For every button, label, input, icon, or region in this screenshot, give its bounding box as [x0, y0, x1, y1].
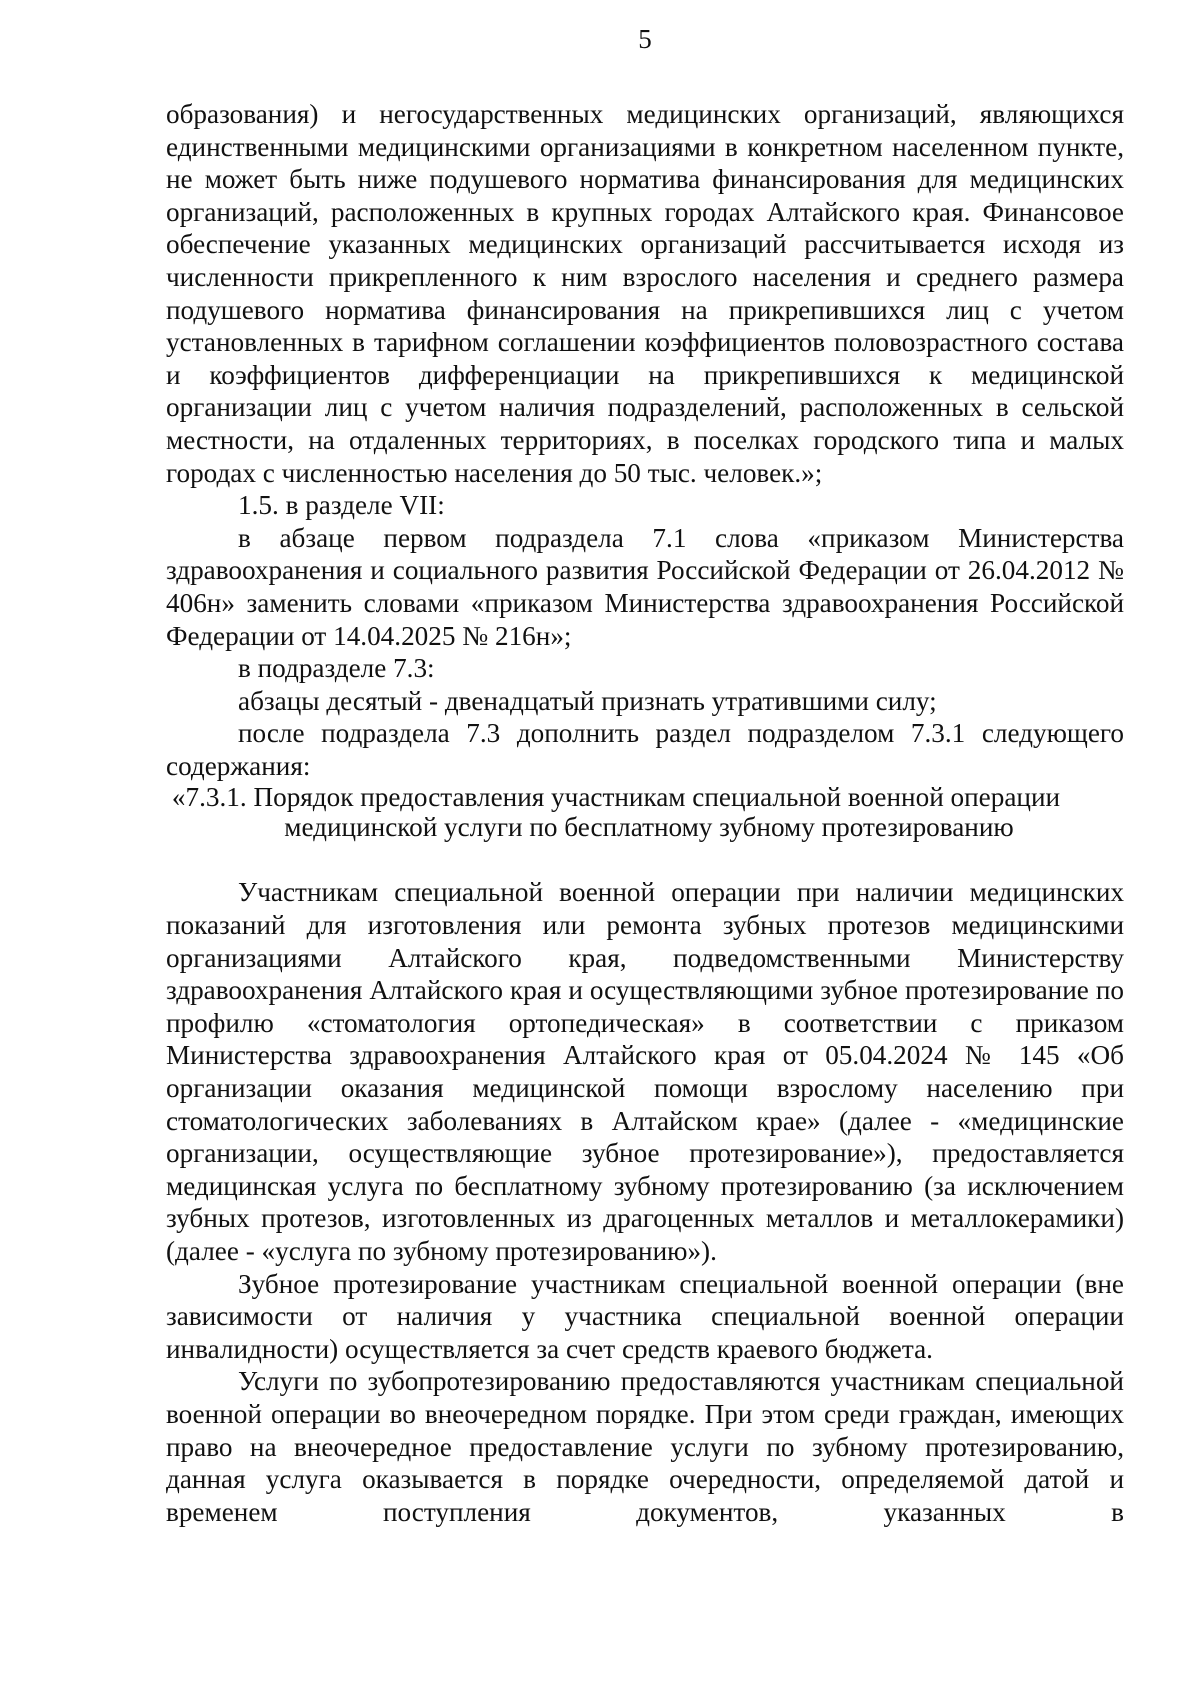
paragraph-eligibility: Участникам специальной военной операции при наличии медицинских показаний для изготовления или ремонта зубных протезов медицинскими организациями Алтайского края, подведомственными Министерству здравоохранения Алтайского края и осуществляющими зубное протезирование по профилю «стоматология ортопедическая» в соответствии с приказом Министерства здравоохранения Алтайского края от 05.04.2024 № 145 «Об организации оказания медицинской помощи взрослому населению при стоматологических заболеваниях в Алтайском крае» (далее - «медицинские организации, осуществляющие зубное протезирование»), предоставляется медицинская услуга по бесплатному зубному протезированию (за исключением зубных протезов, изготовленных из драгоценных металлов и металлокерамики) (далее - «услуга по зубному протезированию»). — [166, 877, 1124, 1266]
paragraph-priority-order: Услуги по зубопротезированию предоставляются участникам специальной военной операции во внеочередном порядке. При этом среди граждан, имеющих право на внеочередное предоставление услуги по зубному протезированию, данная услуга оказывается в порядке очередности, определяемой датой и временем поступления документов, указанных в — [166, 1366, 1124, 1527]
subsection-heading — [166, 782, 1124, 842]
paragraph-funding: Зубное протезирование участникам специальной военной операции (вне зависимости от наличия у участника специальной военной операции инвалидности) осуществляется за счет средств краевого бюджета. — [166, 1268, 1124, 1364]
document-body — [166, 98, 1124, 1528]
paragraph-section-item: 1.5. в разделе VII: — [238, 490, 445, 521]
subsection-heading-line-2: медицинской услуги по бесплатному зубному протезированию — [284, 812, 1014, 843]
paragraph-addition: после подраздела 7.3 дополнить раздел подразделом 7.3.1 следующего содержания: — [166, 718, 1124, 781]
paragraph-continuation: образования) и негосударственных медицинских организаций, являющихся единственными медицинскими организациями в конкретном населенном пункте, не может быть ниже подушевого норматива финансирования для медицинских организаций, расположенных в крупных городах Алтайского края. Финансовое обеспечение указанных медицинских организаций рассчитывается исходя из численности прикрепленного к ним взрослого населения и среднего размера подушевого норматива финансирования на прикрепившихся лиц с учетом установленных в тарифном соглашении коэффициентов половозрастного состава и коэффициентов дифференциации на прикрепившихся к медицинской организации лиц с учетом наличия подразделений, расположенных в сельской местности, на отдаленных территориях, в поселках городского типа и малых городах с численностью населения до 50 тыс. человек.»; — [166, 99, 1124, 488]
subsection-heading-line-1: «7.3.1. Порядок предоставления участникам специальной военной операции — [171, 782, 1061, 813]
spacer — [166, 842, 1124, 876]
paragraph-subsection-7-3: в подразделе 7.3: — [238, 653, 435, 684]
paragraph-amendment-7-1: в абзаце первом подраздела 7.1 слова «приказом Министерства здравоохранения и социального развития Российской Федерации от 26.04.2012 № 406н» заменить словами «приказом Министерства здравоохранения Российской Федерации от 14.04.2025 № 216н»; — [166, 522, 1124, 651]
page-number: 5 — [638, 24, 652, 54]
paragraph-repeal: абзацы десятый - двенадцатый признать утратившими силу; — [238, 685, 937, 716]
